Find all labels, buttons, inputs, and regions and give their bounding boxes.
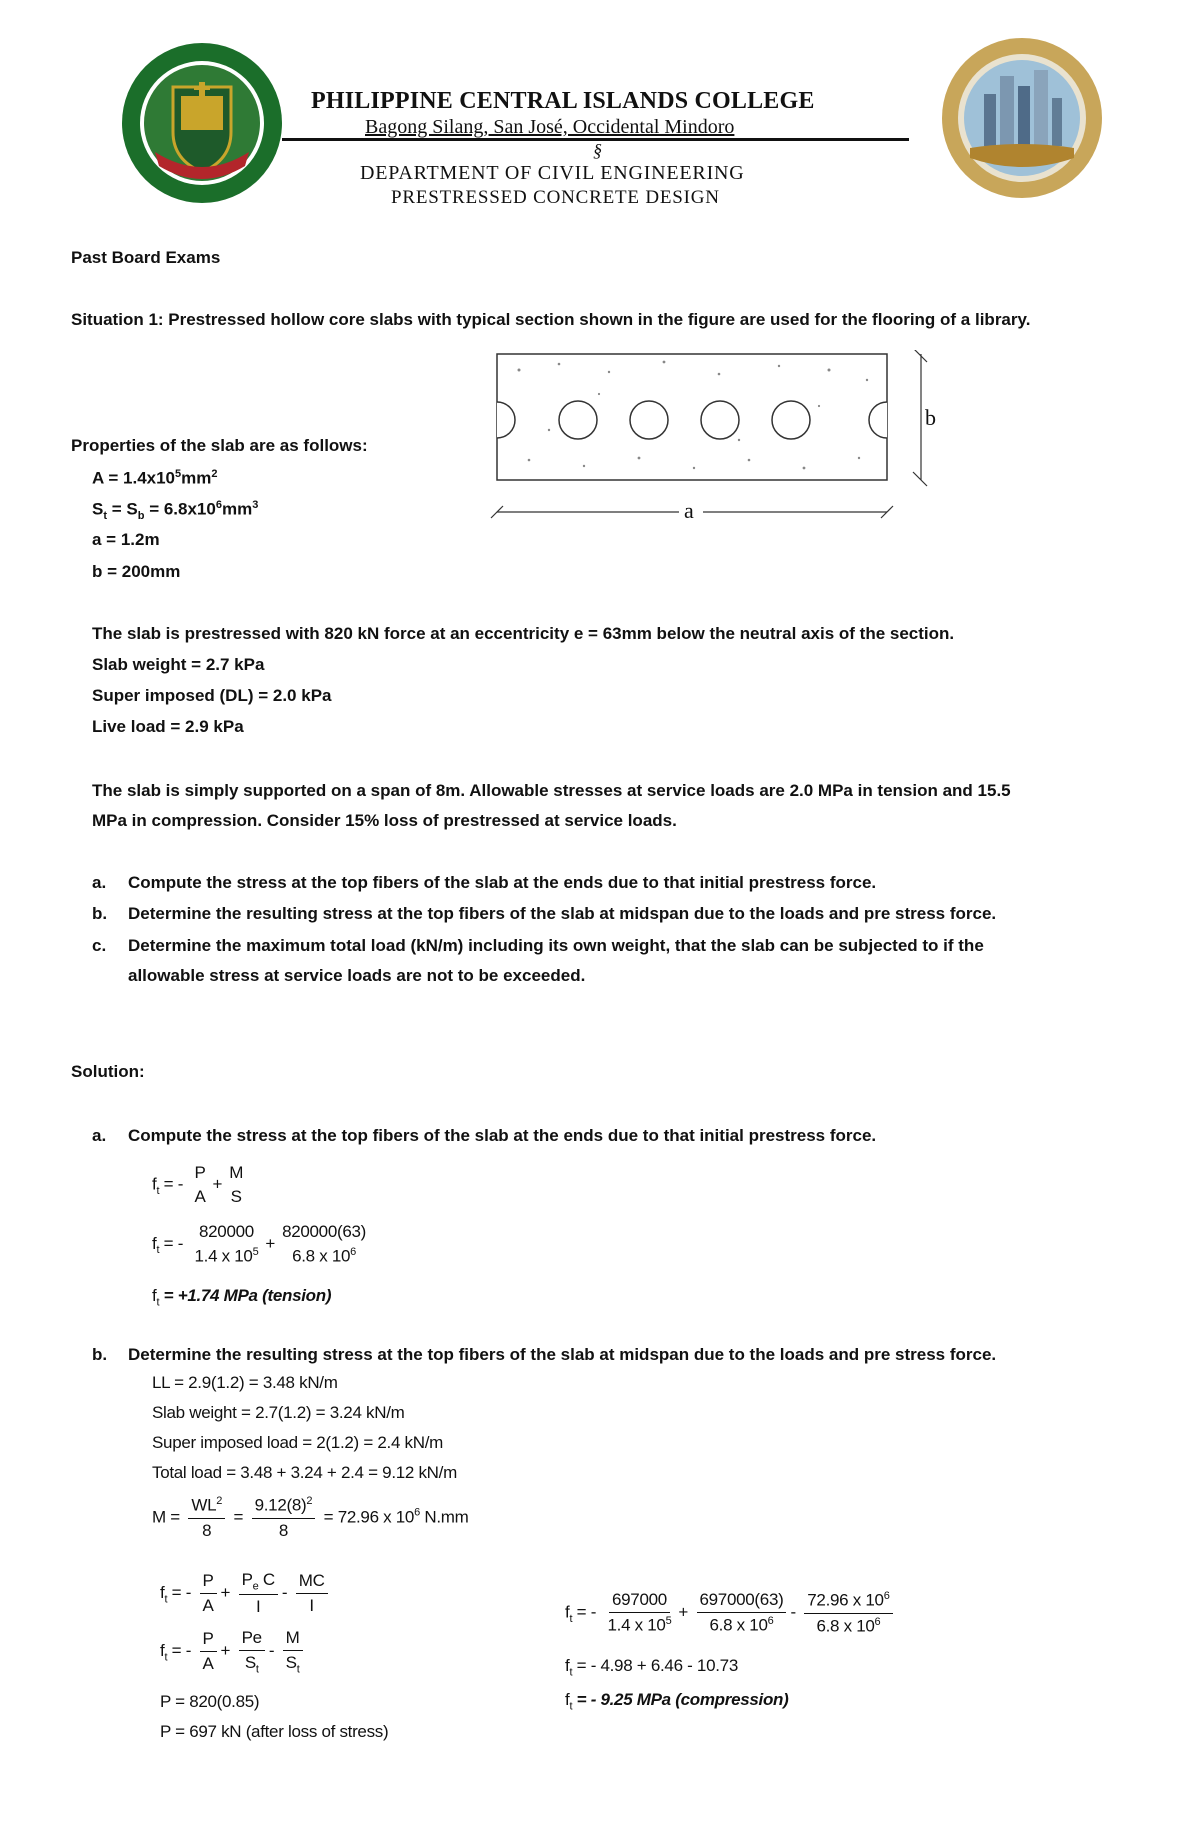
formula-substituted: $f_t$ = - 820000 1.4 x $10^5$ + 820000(63) 6.8 x $10^6$ <box>152 1222 367 1266</box>
midspan-sum: $f_t$ = - 4.98 + 6.46 - 10.73 <box>565 1656 738 1679</box>
left-logo <box>121 42 283 204</box>
situation-text: Situation 1: Prestressed hollow core slabs with typical section shown in the figure are used for the flooring of a library. <box>71 310 1031 329</box>
slab-figure <box>489 350 949 525</box>
question-c: c. Determine the maximum total load (kN/m) including its own weight, that the slab can be subjected to if the <box>92 936 984 955</box>
core-hole-4 <box>772 401 810 439</box>
calc-moment: M = $\frac{WL^2}{8}$ = $\frac{9.12(8)^2}{8}$ = 72.96 x $10^6$ N.mm <box>152 1495 469 1540</box>
calc-total-load: Total load = 3.48 + 3.24 + 2.4 = 9.12 kN/m <box>152 1463 457 1482</box>
property-section-modulus: $S_t = S_b = 6.8x10^6mm^3$ <box>92 499 259 523</box>
support-text-line2: MPa in compression. Consider 15% loss of prestressed at service loads. <box>92 811 677 830</box>
question-c-continued: allowable stress at service loads are not to be exceeded. <box>128 966 586 985</box>
calc-effective-force-result: P = 697 kN (after loss of stress) <box>160 1722 389 1741</box>
prestress-text: The slab is prestressed with 820 kN force at an eccentricity e = 63mm below the neutral axis of the section. <box>92 624 955 643</box>
load-live: Live load = 2.9 kPa <box>92 717 244 736</box>
civil-engineering-seal-icon <box>940 36 1104 200</box>
section-title: Past Board Exams <box>71 248 221 267</box>
right-logo <box>940 36 1104 200</box>
formula-midspan-modulus: $f_t$ = - $\frac{P}{A}$ + $\frac{Pe}{S_t}$ - $\frac{M}{S_t}$ <box>160 1628 307 1675</box>
core-hole-2 <box>630 401 668 439</box>
calc-live-load: LL = 2.9(1.2) = 3.48 kN/m <box>152 1373 338 1392</box>
result-a: $f_t = +1.74$ MPa (tension) <box>152 1286 332 1309</box>
solution-heading: Solution: <box>71 1062 145 1081</box>
header-ornament: § <box>593 140 602 160</box>
formula-top-fiber-stress: $f_t$ = - P A + M S <box>152 1163 244 1206</box>
core-hole-3 <box>701 401 739 439</box>
properties-heading: Properties of the slab are as follows: <box>71 436 368 455</box>
calc-slab-weight: Slab weight = 2.7(1.2) = 3.24 kN/m <box>152 1403 405 1422</box>
formula-midspan-general: $f_t$ = - $\frac{P}{A}$ + $\frac{P_e C}{I}$ - $\frac{MC}{I}$ <box>160 1570 332 1617</box>
dimension-b-label: b <box>922 405 939 431</box>
core-hole-1 <box>559 401 597 439</box>
load-slab-weight: Slab weight = 2.7 kPa <box>92 655 265 674</box>
result-b: $f_t$ = - 9.25 MPa (compression) <box>565 1690 789 1713</box>
course-title: PRESTRESSED CONCRETE DESIGN <box>391 187 720 208</box>
calc-superimposed: Super imposed load = 2(1.2) = 2.4 kN/m <box>152 1433 443 1452</box>
solution-b-heading: b. Determine the resulting stress at the top fibers of the slab at midspan due to the loads and pre stress force. <box>92 1345 997 1364</box>
solution-a-heading: a. Compute the stress at the top fibers of the slab at the ends due to that initial prestress force. <box>92 1126 877 1145</box>
dimension-a-label: a <box>684 498 694 523</box>
department-title: DEPARTMENT OF CIVIL ENGINEERING <box>360 162 745 184</box>
question-a: a. Compute the stress at the top fibers of the slab at the ends due to that initial prestress force. <box>92 873 877 892</box>
support-text-line1: The slab is simply supported on a span of 8m. Allowable stresses at service loads are 2.0 MPa in tension and 15.5 <box>92 781 1011 800</box>
property-a: a = 1.2m <box>92 530 160 549</box>
load-superimposed: Super imposed (DL) = 2.0 kPa <box>92 686 332 705</box>
question-b: b. Determine the resulting stress at the top fibers of the slab at midspan due to the loads and pre stress force. <box>92 904 997 923</box>
calc-effective-force: P = 820(0.85) <box>160 1692 260 1711</box>
college-name: PHILIPPINE CENTRAL ISLANDS COLLEGE <box>311 88 815 114</box>
property-area: $A = 1.4x10^5mm^2$ <box>92 468 218 488</box>
substituted-midspan: $f_t$ = - $\frac{697000}{1.4 x 10^5}$ + $\frac{697000(63)}{6.8 x 10^6}$ - $\frac{72.96 x 10^6}{6.8 x 10^6}$ <box>565 1590 897 1636</box>
college-address: Bagong Silang, San José, Occidental Mindoro <box>365 116 735 138</box>
property-b: b = 200mm <box>92 562 181 581</box>
college-seal-icon <box>121 42 283 204</box>
